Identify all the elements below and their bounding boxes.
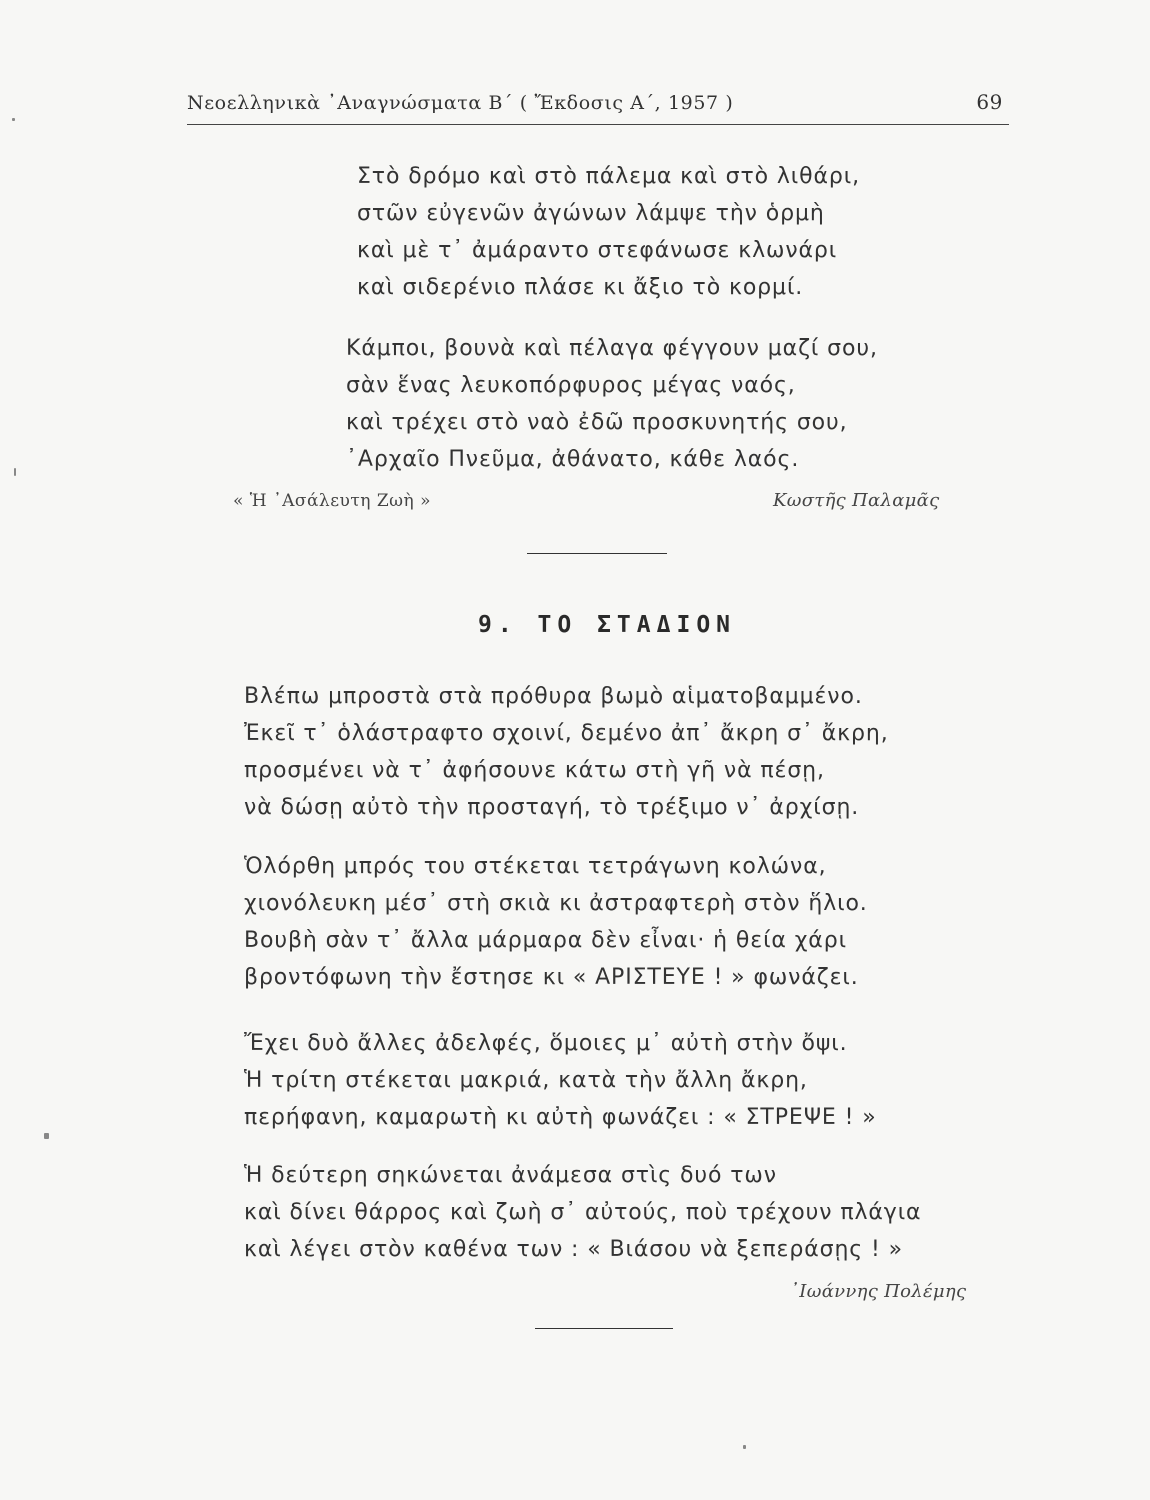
scan-speck — [12, 118, 15, 121]
verse-line: ᾿Αρχαῖο Πνεῦμα, ἀθάνατο, κάθε λαός. — [346, 447, 800, 472]
scan-speck — [743, 1445, 746, 1449]
verse-line: Βουβὴ σὰν τ᾿ ἄλλα μάρμαρα δὲν εἶναι· ἡ θεία χάρι — [244, 928, 847, 953]
verse-line: Ἐκεῖ τ᾿ ὁλάστραφτο σχοινί, δεμένο ἀπ᾿ ἄκρη σ᾿ ἄκρη, — [244, 721, 889, 746]
poem1-author: Κωστῆς Παλαμᾶς — [773, 490, 940, 511]
scan-speck — [44, 1133, 49, 1139]
verse-line: Κάμποι, βουνὰ καὶ πέλαγα φέγγουν μαζί σου, — [346, 336, 878, 361]
verse-line: Στὸ δρόμο καὶ στὸ πάλεμα καὶ στὸ λιθάρι, — [357, 164, 861, 189]
scan-speck — [14, 468, 16, 476]
verse-line: βροντόφωνη τὴν ἔστησε κι « ΑΡΙΣΤΕΥΕ ! » φωνάζει. — [244, 965, 859, 990]
poem2-stanza-4 — [244, 1157, 921, 1268]
poem2-stanza-2 — [244, 848, 868, 996]
section-divider — [527, 553, 667, 554]
page-header — [187, 86, 1009, 125]
verse-line: καὶ μὲ τ᾿ ἀμάραντο στεφάνωσε κλωνάρι — [357, 238, 838, 263]
verse-line: Ὁλόρθη μπρός του στέκεται τετράγωνη κολώνα, — [244, 854, 827, 879]
verse-line: στῶν εὐγενῶν ἀγώνων λάμψε τὴν ὁρμὴ — [357, 201, 825, 226]
verse-line: προσμένει νὰ τ᾿ ἀφήσουνε κάτω στὴ γῆ νὰ πέσῃ, — [244, 758, 825, 783]
poem1-source: « Ἡ ᾿Ασάλευτη Ζωὴ » — [233, 491, 432, 511]
verse-line: καὶ σιδερένιο πλάσε κι ἄξιο τὸ κορμί. — [357, 275, 804, 300]
verse-line: σὰν ἕνας λευκοπόρφυρος μέγας ναός, — [346, 373, 796, 398]
verse-line: Ἡ τρίτη στέκεται μακριά, κατὰ τὴν ἄλλη ἄκρη, — [244, 1068, 808, 1093]
poem2-title: 9. ΤΟ ΣΤΑΔΙΟΝ — [478, 612, 737, 638]
verse-line: Βλέπω μπροστὰ στὰ πρόθυρα βωμὸ αἱματοβαμμένο. — [244, 684, 863, 709]
page-number: 69 — [976, 90, 1003, 114]
verse-line: καὶ δίνει θάρρος καὶ ζωὴ σ᾿ αὐτούς, ποὺ τρέχουν πλάγια — [244, 1200, 922, 1225]
verse-line: νὰ δώσῃ αὐτὸ τὴν προσταγή, τὸ τρέξιμο ν᾿ ἀρχίσῃ. — [244, 795, 860, 820]
verse-line: περήφανη, καμαρωτὴ κι αὐτὴ φωνάζει : « ΣΤΡΕΨΕ ! » — [244, 1105, 877, 1130]
verse-line: Ἔχει δυὸ ἄλλες ἀδελφές, ὅμοιες μ᾿ αὐτὴ στὴν ὄψι. — [244, 1031, 848, 1056]
verse-line: καὶ λέγει στὸν καθένα των : « Βιάσου νὰ ξεπεράσῃς ! » — [244, 1237, 903, 1262]
poem2-author: ᾿Ιωάννης Πολέμης — [790, 1281, 967, 1302]
poem2-stanza-3 — [244, 1025, 877, 1136]
running-title: Νεοελληνικὰ ᾿Αναγνώσματα Β΄ ( Ἔκδοσις Α΄, 1957 ) — [187, 92, 734, 114]
poem1-stanza-1 — [357, 158, 860, 306]
section-divider — [535, 1328, 673, 1329]
verse-line: καὶ τρέχει στὸ ναὸ ἐδῶ προσκυνητής σου, — [346, 410, 848, 435]
poem1-stanza-2 — [346, 330, 878, 478]
poem2-stanza-1 — [244, 678, 889, 826]
verse-line: χιονόλευκη μέσ᾿ στὴ σκιὰ κι ἀστραφτερὴ στὸν ἥλιο. — [244, 891, 868, 916]
verse-line: Ἡ δεύτερη σηκώνεται ἀνάμεσα στὶς δυό των — [244, 1163, 777, 1188]
